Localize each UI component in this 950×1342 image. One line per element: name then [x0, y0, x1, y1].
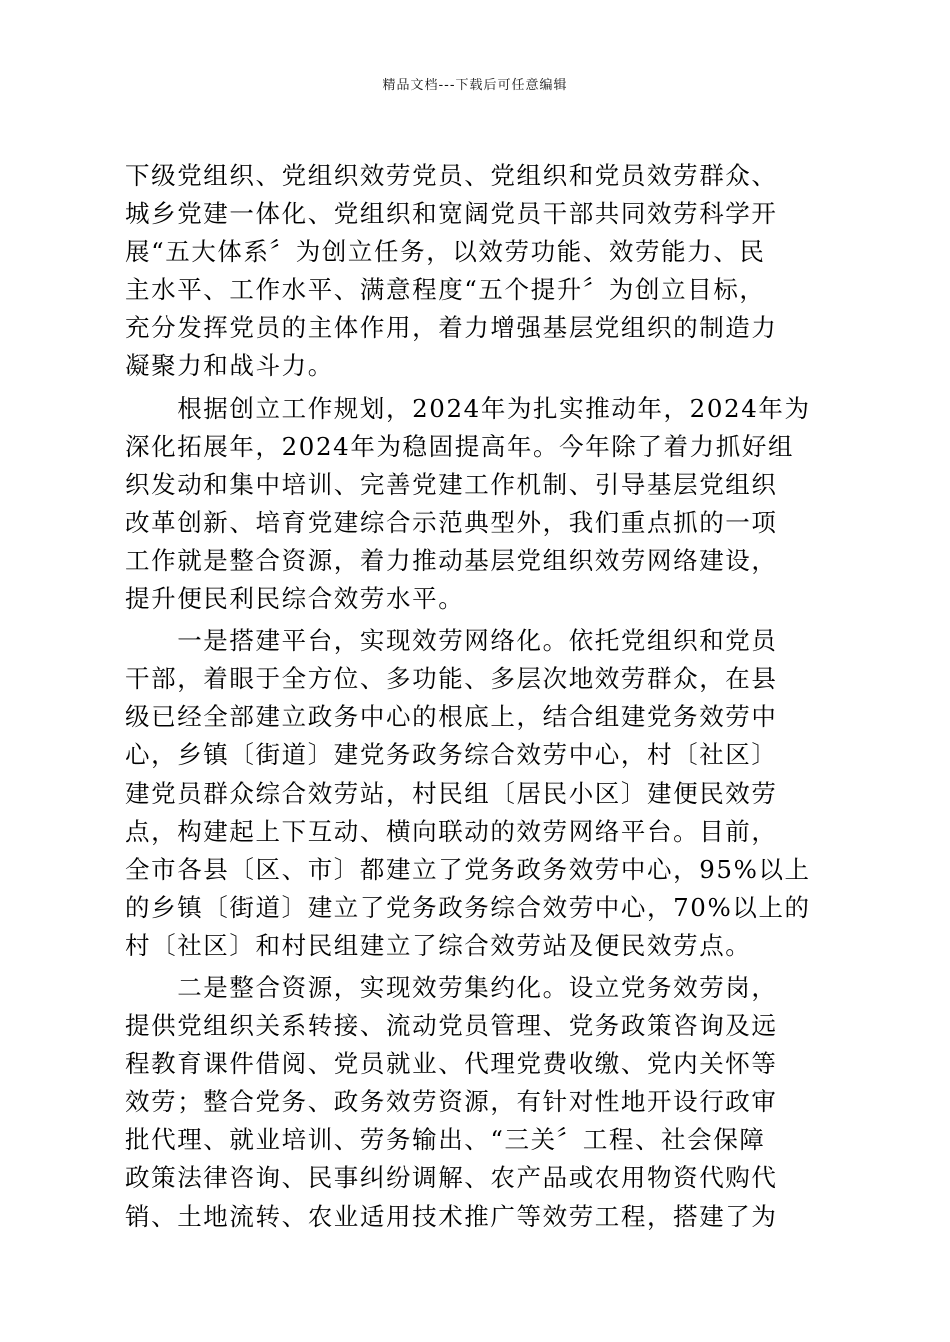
text-line: 深化拓展年，2024年为稳固提高年。今年除了着力抓好组 [125, 431, 795, 461]
text-line: 展“五大体系〞为创立任务，以效劳功能、效劳能力、民 [125, 237, 766, 267]
text-line: 销、土地流转、农业适用技术推广等效劳工程，搭建了为 [125, 1201, 778, 1231]
document-body [125, 157, 825, 1236]
text-line: 工作就是整合资源，着力推动基层党组织效劳网络建设， [125, 545, 778, 575]
text-line: 政策法律咨询、民事纠纷调解、农产品或农用物资代购代 [125, 1163, 778, 1193]
text-line: 建党员群众综合效劳站，村民组〔居民小区〕建便民效劳 [125, 778, 778, 808]
text-line: 凝聚力和战斗力。 [125, 351, 334, 381]
text-line: 充分发挥党员的主体作用，着力增强基层党组织的制造力 [125, 313, 778, 343]
text-line: 干部，着眼于全方位、多功能、多层次地效劳群众，在县 [125, 664, 778, 694]
text-line: 批代理、就业培训、劳务输出、“三关〞工程、社会保障 [125, 1125, 766, 1155]
paragraph [125, 622, 825, 965]
paragraph [125, 969, 825, 1236]
text-line: 城乡党建一体化、党组织和宽阔党员干部共同效劳科学开 [125, 199, 778, 229]
text-line: 村〔社区〕和村民组建立了综合效劳站及便民效劳点。 [125, 930, 752, 960]
page-header: 精品文档---下载后可任意编辑 [382, 78, 568, 93]
text-line: 下级党组织、党组织效劳党员、党组织和党员效劳群众、 [125, 161, 778, 190]
text-line: 效劳；整合党务、政务效劳资源，有针对性地开设行政审 [125, 1087, 778, 1117]
text-line: 根据创立工作规划，2024年为扎实推动年，2024年为 [125, 393, 811, 423]
text-line: 全市各县〔区、市〕都建立了党务政务效劳中心，95%以上 [125, 854, 811, 884]
text-line: 主水平、工作水平、满意程度“五个提升〞为创立目标， [125, 275, 766, 305]
text-line: 级已经全部建立政务中心的根底上，结合组建党务效劳中 [125, 702, 778, 732]
text-line: 二是整合资源，实现效劳集约化。设立党务效劳岗， [125, 972, 778, 1002]
text-line: 改革创新、培育党建综合示范典型外，我们重点抓的一项 [125, 507, 778, 537]
paragraph [125, 157, 825, 386]
paragraph [125, 390, 825, 619]
text-line: 程教育课件借阅、党员就业、代理党费收缴、党内关怀等 [125, 1049, 778, 1079]
text-line: 提升便民利民综合效劳水平。 [125, 584, 465, 614]
text-line: 心，乡镇〔街道〕建党务政务综合效劳中心，村〔社区〕 [125, 740, 778, 770]
text-line: 的乡镇〔街道〕建立了党务政务综合效劳中心，70%以上的 [125, 892, 811, 922]
text-line: 点，构建起上下互动、横向联动的效劳网络平台。目前， [125, 816, 778, 846]
text-line: 提供党组织关系转接、流动党员管理、党务政策咨询及远 [125, 1011, 778, 1041]
text-line: 织发动和集中培训、完善党建工作机制、引导基层党组织 [125, 469, 778, 499]
text-line: 一是搭建平台，实现效劳网络化。依托党组织和党员 [125, 626, 778, 656]
